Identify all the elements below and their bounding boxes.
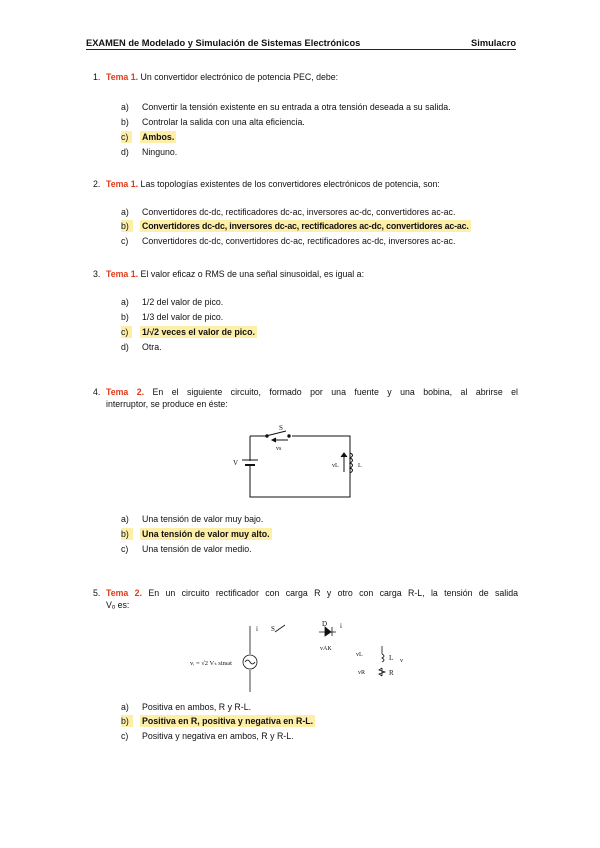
- question-5: [93, 587, 518, 611]
- question-1: [93, 71, 518, 83]
- inductor-label: L: [389, 654, 394, 662]
- resistor-label: R: [389, 669, 394, 677]
- question-4: [93, 386, 519, 410]
- question-number: 3.: [93, 269, 101, 279]
- switch-label: S: [279, 424, 283, 432]
- inductor-voltage-label: vL: [356, 652, 363, 658]
- question-topic: Tema 1.: [106, 179, 139, 189]
- question-text-line1: En un circuito rectificador con carga R y otro con carga R-L, la tensión de salida: [142, 588, 518, 598]
- circuit-source-inductor-diagram: [230, 422, 380, 500]
- question-number: 5.: [93, 588, 101, 598]
- current-label: i: [256, 625, 258, 633]
- current-label-2: i: [340, 622, 342, 630]
- question-3: [93, 268, 518, 280]
- resistor-voltage-label: vR: [358, 670, 366, 676]
- question-topic: Tema 1.: [106, 72, 139, 82]
- question-text: El valor eficaz o RMS de una señal sinusoidal, es igual a:: [138, 269, 365, 279]
- question-text: Un convertidor electrónico de potencia PEC, debe:: [138, 72, 339, 82]
- exam-mode: Simulacro: [471, 38, 516, 48]
- source-equation-label: vᵢ = √2 Vₛ sinωt: [190, 660, 232, 667]
- question-number: 1.: [93, 72, 101, 82]
- diode-voltage-label: vAK: [320, 646, 332, 652]
- exam-title: EXAMEN de Modelado y Simulación de Sistemas Electrónicos: [86, 38, 361, 48]
- question-number: 4.: [93, 387, 101, 397]
- question-text-line1: En el siguiente circuito, formado por una fuente y una bobina, al abrirse el: [144, 387, 519, 397]
- diode-label: D: [322, 620, 328, 628]
- header-rule: [86, 49, 516, 50]
- question-number: 2.: [93, 179, 101, 189]
- output-voltage-label: v: [400, 658, 403, 664]
- source-label: V: [233, 459, 239, 467]
- question-text: Las topologías existentes de los convertidores electrónicos de potencia, son:: [138, 179, 440, 189]
- switch-label: S: [271, 625, 275, 633]
- question-topic: Tema 1.: [106, 269, 139, 279]
- inductor-label: L: [358, 463, 362, 469]
- question-text-line2: Vₒ es:: [106, 600, 130, 610]
- switch-voltage-label: vs: [276, 446, 282, 452]
- rectifier-circuits-diagram: [186, 620, 426, 692]
- question-topic: Tema 2.: [106, 387, 145, 397]
- question-text-line2: interruptor, se produce en éste:: [106, 399, 228, 409]
- question-topic: Tema 2.: [106, 588, 143, 598]
- question-2: [93, 178, 518, 190]
- inductor-voltage-label: vL: [332, 463, 339, 469]
